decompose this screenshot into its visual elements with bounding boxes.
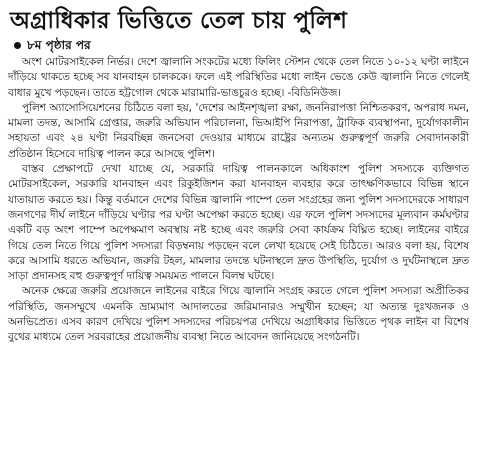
continued-from-label: ৮ম পৃষ্ঠার পর (27, 38, 91, 52)
paragraph: অংশ মোটরসাইকেল নির্ভর। দেশে জ্বালানি সংকটের মধ্যে ফিলিং স্টেশন থেকে তেল নিতে ১০-১২ ঘণ্টা লাইনে দাঁড়িয়ে থাকতে হচ্ছে সব যানবাহন চালককে। ফলে এই পরিস্থিতির মধ্যে লাইন ভেঙে কেউ জ্বালানি নিতে গেলেই বাধার মুখে পড়ছেন। তাতে হট্টগোল থেকে মারামারি-ভাঙচুরও হচ্ছে। -বিডিনিউজ। (8, 56, 469, 99)
article-body (8, 55, 469, 346)
paragraph: অনেক ক্ষেত্রে জরুরি প্রয়োজনে লাইনের বাইরে গিয়ে জ্বালানি সংগ্রহ করতে গেলে পুলিশ সদস্যরা অপ্রীতিকর পরিস্থিতি, জনসম্মুখে এমনকি ভ্রাম্যমাণ আদালতের জরিমানারও সম্মুখীন হচ্ছেন; যা অত্যন্ত দুঃখজনক ও অনভিপ্রেত। এসব কারণ দেখিয়ে পুলিশ সদস্যদের পরিচয়পত্র দেখিয়ে অগ্রাধিকার ভিত্তিতে পৃথক লাইন বা বিশেষ বুথের মাধ্যমে তেল সরবরাহের প্রয়োজনীয় ব্যবস্থা নিতে আবেদন জানিয়েছে সংগঠনটি। (8, 285, 469, 344)
paragraph: বাস্তব প্রেক্ষাপটে দেখা যাচ্ছে যে, সরকারি দায়িত্ব পালনকালে অধিকাংশ পুলিশ সদস্যকে ব্যক্তিগত মোটরসাইকেল, সরকারি যানবাহন এবং রিকুইজিশন করা যানবাহন ব্যবহার করে তাৎক্ষণিকভাবে বিভিন্ন স্থানে যাতায়াত করতে হয়। কিন্তু বর্তমানে দেশের বিভিন্ন জ্বালানি পাম্পে তেল সংগ্রহের জন্য পুলিশ সদস্যদেরকে সাধারণ জনগণের দীর্ঘ লাইনে দাঁড়িয়ে ঘণ্টার পর ঘণ্টা অপেক্ষা করতে হচ্ছে। এর ফলে পুলিশ সদস্যদের মূল্যবান কর্মঘণ্টার একটি বড় অংশ পাম্পে অপেক্ষমাণ অবস্থায় নষ্ট হচ্ছে এবং জরুরি সেবা কার্যক্রম বিঘ্নিত হচ্ছে। লাইনের বাইরে গিয়ে তেল নিতে গিয়ে পুলিশ সদস্যরা বিড়ম্বনায় পড়ছেন বলে লেখা হয়েছে সেই চিঠিতে। আরও বলা হয়, বিশেষ করে আসামি ধরতে অভিযান, জরুরি টহল, মামলার তদন্তে ঘটনাস্থলে দ্রুত উপস্থিতি, দুর্যোগ ও দুর্ঘটনাস্থলে দ্রুত সাড়া প্রদানসহ বহু গুরুত্বপূর্ণ দায়িত্ব সময়মত পালনে বিলম্ব ঘটছে। (8, 163, 469, 283)
paragraph: পুলিশ অ্যাসোসিয়েশনের চিঠিতে বলা হয়, 'দেশের আইনশৃঙ্খলা রক্ষা, জননিরাপত্তা নিশ্চিতকরণ, অপরাধ দমন, মামলা তদন্ত, আসামি গ্রেপ্তার, জরুরি অভিযান পরিচালনা, ভিআইপি নিরাপত্তা, ট্রাফিক ব্যবস্থাপনা, দুর্যোগকালীন সহায়তা এবং ২৪ ঘণ্টা নিরবচ্ছিন্ন জনসেবা দেওয়ার মাধ্যমে রাষ্ট্রের অন্যতম গুরুত্বপূর্ণ জরুরি সেবাদানকারী প্রতিষ্ঠান হিসেবে দায়িত্ব পালন করে আসছে পুলিশ। (8, 101, 469, 160)
continued-from-line (14, 37, 469, 53)
headline: অগ্রাধিকার ভিত্তিতে তেল চায় পুলিশ (10, 7, 348, 34)
bullet-icon (14, 42, 21, 49)
